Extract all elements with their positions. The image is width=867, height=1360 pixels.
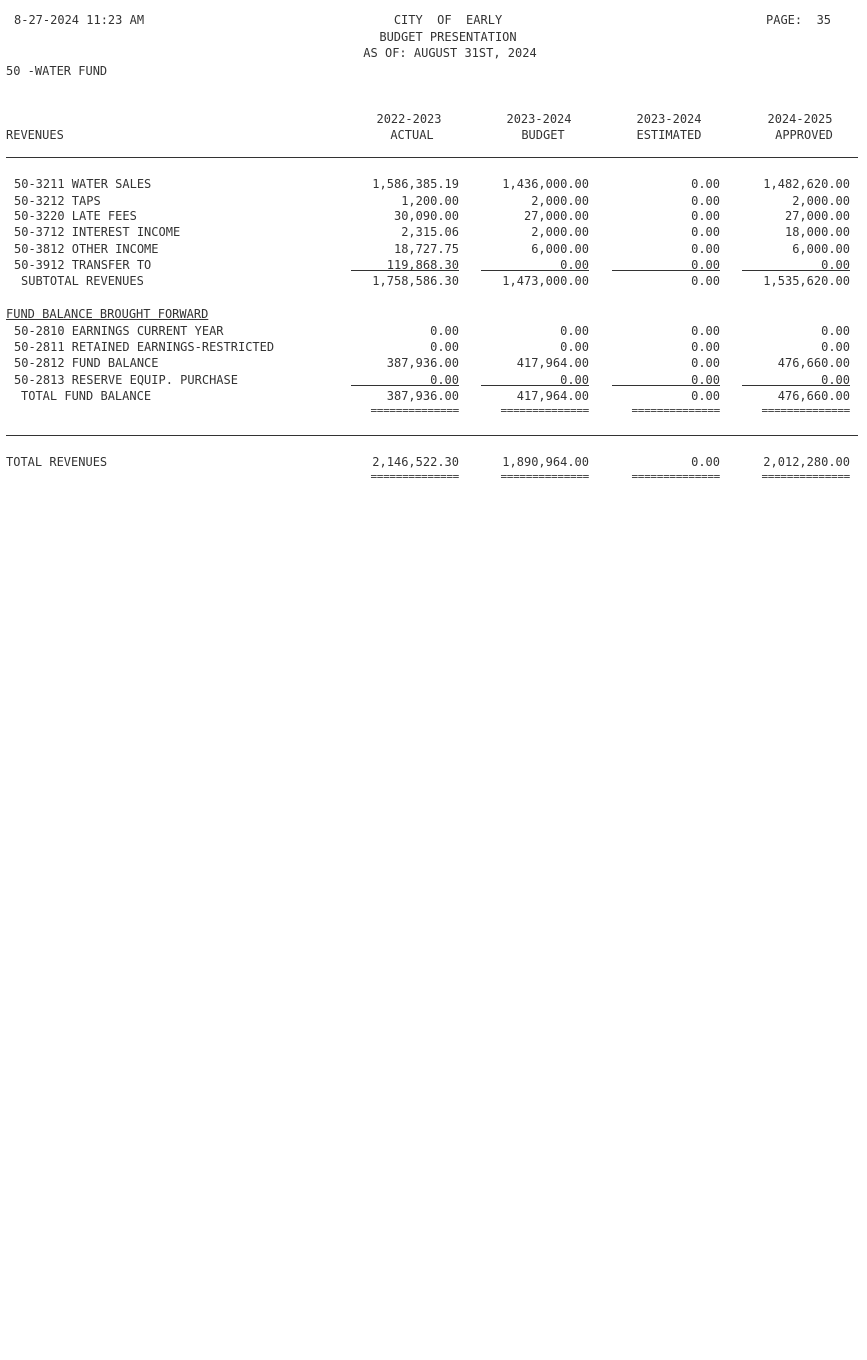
row-actual: 387,936.00 — [386, 356, 459, 370]
row-estimated: 0.00 — [691, 340, 720, 354]
row-budget: 27,000.00 — [523, 209, 589, 223]
col-estimated-year: 2023-2024 — [636, 112, 702, 126]
total-fund-estimated: 0.00 — [691, 389, 720, 403]
row-budget: 1,436,000.00 — [502, 177, 589, 191]
col-actual-year: 2022-2023 — [376, 112, 442, 126]
double-rule: ============== — [631, 404, 720, 417]
row-budget: 2,000.00 — [531, 194, 589, 208]
row-approved: 6,000.00 — [792, 242, 850, 256]
row-label: 50-3211 WATER SALES — [14, 177, 152, 191]
row-estimated: 0.00 — [691, 324, 720, 338]
fund-name: 50 -WATER FUND — [6, 64, 108, 78]
row-estimated: 0.00 — [691, 242, 720, 256]
row-budget: 0.00 — [560, 340, 589, 354]
total-fund-actual: 387,936.00 — [386, 389, 459, 403]
row-approved: 0.00 — [821, 324, 850, 338]
double-rule: ============== — [370, 470, 459, 483]
total-revenues-estimated: 0.00 — [691, 455, 720, 469]
double-rule: ============== — [631, 470, 720, 483]
row-budget: 417,964.00 — [516, 356, 589, 370]
col-actual-label: ACTUAL — [390, 128, 434, 142]
row-actual: 2,315.06 — [401, 225, 459, 239]
row-actual: 119,868.30 — [386, 258, 459, 272]
report-title: BUDGET PRESENTATION — [379, 30, 517, 44]
total-revenues-budget: 1,890,964.00 — [502, 455, 589, 469]
double-rule: ============== — [370, 404, 459, 417]
subtotal-budget: 1,473,000.00 — [502, 274, 589, 288]
report-datetime: 8-27-2024 11:23 AM — [14, 13, 145, 27]
fund-balance-heading: FUND BALANCE BROUGHT FORWARD — [6, 307, 209, 321]
col-estimated-label: ESTIMATED — [636, 128, 702, 142]
row-label: 50-3220 LATE FEES — [14, 209, 137, 223]
col-budget-year: 2023-2024 — [506, 112, 572, 126]
row-approved: 18,000.00 — [784, 225, 850, 239]
row-actual: 0.00 — [430, 340, 459, 354]
city-name: CITY OF EARLY — [393, 13, 503, 27]
col-approved-label: APPROVED — [775, 128, 833, 142]
total-revenues-actual: 2,146,522.30 — [372, 455, 459, 469]
subtotal-label: SUBTOTAL REVENUES — [21, 274, 144, 288]
total-fund-rule — [351, 385, 459, 386]
double-rule: ============== — [500, 470, 589, 483]
subtotal-rule — [481, 270, 589, 271]
row-actual: 0.00 — [430, 324, 459, 338]
subtotal-rule — [742, 270, 850, 271]
row-budget: 0.00 — [560, 324, 589, 338]
row-label: 50-3812 OTHER INCOME — [14, 242, 159, 256]
row-approved: 1,482,620.00 — [763, 177, 850, 191]
section-rule — [6, 435, 858, 436]
double-rule: ============== — [761, 470, 850, 483]
total-fund-rule — [612, 385, 720, 386]
row-approved: 27,000.00 — [784, 209, 850, 223]
header-rule — [6, 157, 858, 158]
col-budget-label: BUDGET — [521, 128, 565, 142]
subtotal-actual: 1,758,586.30 — [372, 274, 459, 288]
row-label: 50-2810 EARNINGS CURRENT YEAR — [14, 324, 224, 338]
row-estimated: 0.00 — [691, 194, 720, 208]
row-label: 50-2811 RETAINED EARNINGS-RESTRICTED — [14, 340, 275, 354]
row-estimated: 0.00 — [691, 373, 720, 387]
row-label: 50-2812 FUND BALANCE — [14, 356, 159, 370]
page-number: PAGE: 35 — [766, 13, 832, 27]
row-estimated: 0.00 — [691, 225, 720, 239]
total-revenues-approved: 2,012,280.00 — [763, 455, 850, 469]
row-label: 50-3712 INTEREST INCOME — [14, 225, 181, 239]
row-actual: 18,727.75 — [393, 242, 459, 256]
total-fund-budget: 417,964.00 — [516, 389, 589, 403]
row-label: 50-3212 TAPS — [14, 194, 101, 208]
subtotal-rule — [351, 270, 459, 271]
total-revenues-label: TOTAL REVENUES — [6, 455, 108, 469]
row-approved: 476,660.00 — [777, 356, 850, 370]
row-budget: 0.00 — [560, 258, 589, 272]
row-label: 50-3912 TRANSFER TO — [14, 258, 152, 272]
row-label: 50-2813 RESERVE EQUIP. PURCHASE — [14, 373, 238, 387]
row-actual: 30,090.00 — [393, 209, 459, 223]
row-approved: 0.00 — [821, 373, 850, 387]
row-estimated: 0.00 — [691, 258, 720, 272]
revenues-section-label: REVENUES — [6, 128, 64, 142]
row-estimated: 0.00 — [691, 209, 720, 223]
report-as-of: AS OF: AUGUST 31ST, 2024 — [363, 46, 537, 60]
subtotal-estimated: 0.00 — [691, 274, 720, 288]
row-approved: 2,000.00 — [792, 194, 850, 208]
row-approved: 0.00 — [821, 340, 850, 354]
row-budget: 0.00 — [560, 373, 589, 387]
double-rule: ============== — [761, 404, 850, 417]
row-budget: 2,000.00 — [531, 225, 589, 239]
double-rule: ============== — [500, 404, 589, 417]
subtotal-rule — [612, 270, 720, 271]
row-actual: 1,586,385.19 — [372, 177, 459, 191]
total-fund-rule — [742, 385, 850, 386]
row-estimated: 0.00 — [691, 177, 720, 191]
row-approved: 0.00 — [821, 258, 850, 272]
row-actual: 0.00 — [430, 373, 459, 387]
row-budget: 6,000.00 — [531, 242, 589, 256]
row-estimated: 0.00 — [691, 356, 720, 370]
total-fund-rule — [481, 385, 589, 386]
row-actual: 1,200.00 — [401, 194, 459, 208]
total-fund-label: TOTAL FUND BALANCE — [21, 389, 152, 403]
subtotal-approved: 1,535,620.00 — [763, 274, 850, 288]
col-approved-year: 2024-2025 — [767, 112, 833, 126]
total-fund-approved: 476,660.00 — [777, 389, 850, 403]
